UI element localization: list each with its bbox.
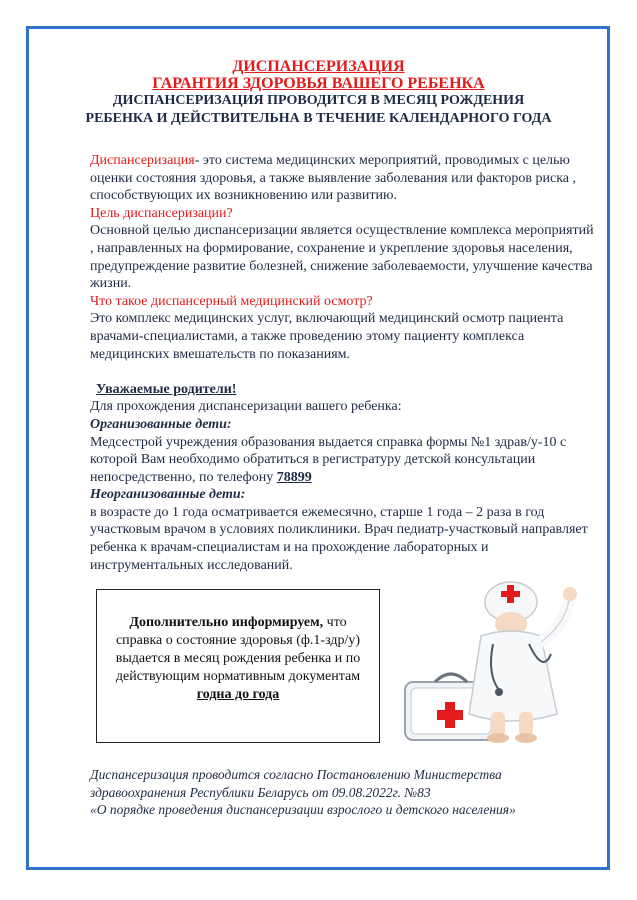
page-title: ДИСПАНСЕРИЗАЦИЯ xyxy=(232,58,405,75)
child-figure xyxy=(469,582,577,743)
organized-text: Медсестрой учреждения образования выдается справка формы №1 здрав/у-10 с которой Вам необходимо обратиться в регистратуру детской консультации непосредственно, по телефону xyxy=(90,434,567,485)
definition-text: - это система медицинских мероприятий, проводимых с целью оценки состояния здоровья, а также выявление заболевания или факторов риска , способствующих их возникновению или развитию. xyxy=(90,153,577,204)
footer-note xyxy=(90,766,590,819)
phone-number: 78899 xyxy=(276,469,312,485)
parents-intro: Для прохождения диспансеризации вашего ребенка: xyxy=(90,399,402,415)
organized-paragraph xyxy=(90,434,600,487)
page-header xyxy=(30,58,607,128)
footer-line2: здравоохранения Республики Беларусь от 09.08.2022г. №83 xyxy=(90,784,431,800)
unorganized-heading: Неорганизованные дети: xyxy=(90,487,246,503)
page-subtitle-line2: РЕБЕНКА И ДЕЙСТВИТЕЛЬНА В ТЕЧЕНИЕ КАЛЕНДАРНОГО ГОДА xyxy=(85,111,552,126)
unorganized-text: в возрасте до 1 года осматривается ежемесячно, старше 1 года – 2 раза в год участковым врачом в условиях поликлиники. Врач педиатр-участковый направляет ребенка к врачам-специалистам и на прохождение лабораторных и инструментальных исследований. xyxy=(90,504,588,573)
child-doctor-illustration xyxy=(395,562,595,752)
page-title-secondary: ГАРАНТИЯ ЗДОРОВЬЯ ВАШЕГО РЕБЕНКА xyxy=(152,75,485,92)
info-box-text: что справка о состояние здоровья (ф.1-здр/у) выдается в месяц рождения ребенка и по действующим нормативным документам xyxy=(115,615,361,684)
spacer xyxy=(90,363,600,381)
info-box-lead: Дополнительно информируем, xyxy=(129,615,324,630)
goal-heading: Цель диспансеризации? xyxy=(90,205,233,221)
goal-text: Основной целью диспансеризации является осуществление комплекса мероприятий , направленных на формирование, сохранение и укрепление здоровья населения, предупреждение развитие болезней, снижение заболеваемости, улучшение качества жизни. xyxy=(90,223,594,292)
exam-text: Это комплекс медицинских услуг, включающий медицинский осмотр пациента врачами-специалистами, а также проведению этому пациенту комплекса медицинских вмешательств по показаниям. xyxy=(90,311,564,362)
main-content xyxy=(90,152,600,574)
info-box-emphasis: годна до года xyxy=(196,687,280,702)
info-box xyxy=(96,589,380,743)
footer-line3: «О порядке проведения диспансеризации взрослого и детского населения» xyxy=(90,802,516,817)
definition-term: Диспансеризация xyxy=(90,153,195,168)
definition-paragraph xyxy=(90,152,600,205)
parents-greeting: Уважаемые родители! xyxy=(96,381,237,397)
footer-line1: Диспансеризация проводится согласно Постановлению Министерства xyxy=(90,767,502,782)
exam-heading: Что такое диспансерный медицинский осмотр? xyxy=(90,293,373,309)
organized-heading: Организованные дети: xyxy=(90,416,232,432)
page-subtitle-line1: ДИСПАНСЕРИЗАЦИЯ ПРОВОДИТСЯ В МЕСЯЦ РОЖДЕНИЯ xyxy=(112,93,525,108)
